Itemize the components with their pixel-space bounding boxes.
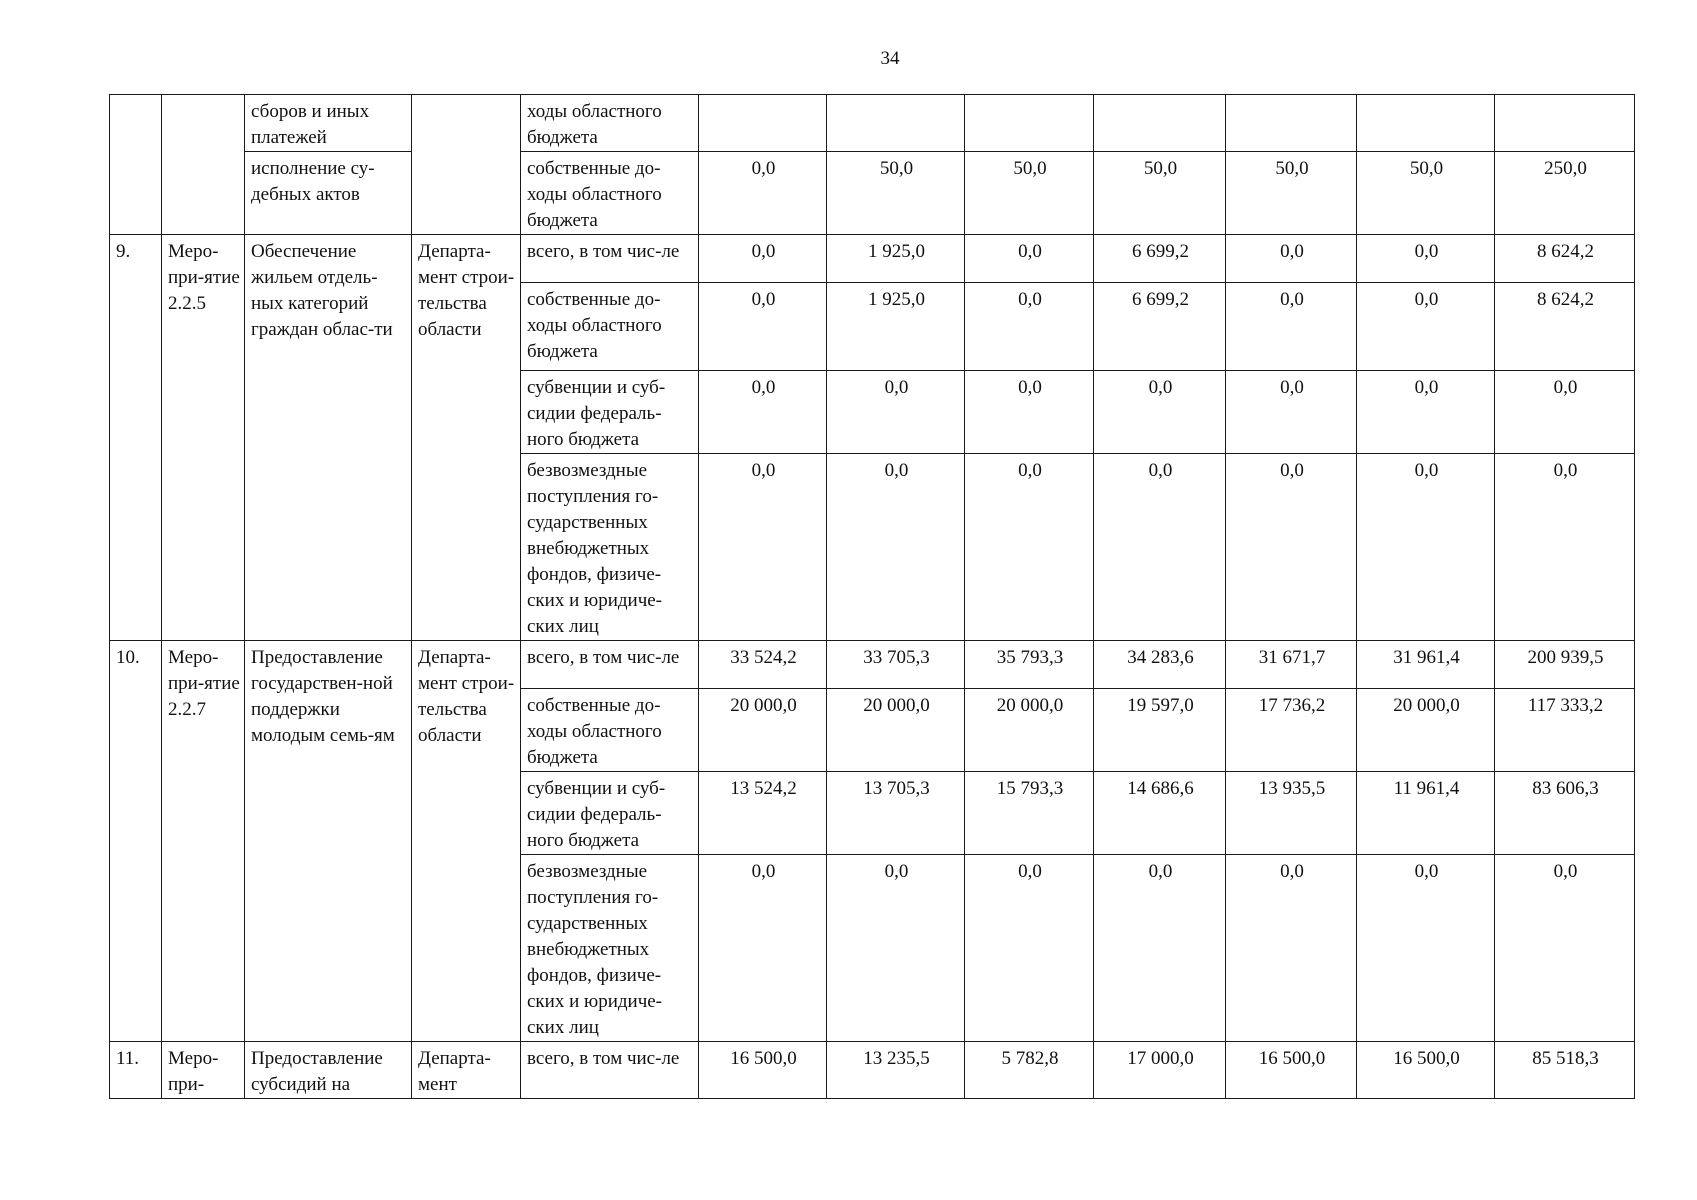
amount-cell: 0,0 — [699, 371, 827, 454]
amount-cell: 50,0 — [827, 152, 965, 235]
amount-cell: 14 686,6 — [1094, 772, 1226, 855]
text-cell: собственные до-ходы областного бюджета — [521, 152, 699, 235]
amount-cell: 11 961,4 — [1357, 772, 1495, 855]
amount-cell: 17 000,0 — [1094, 1042, 1226, 1099]
amount-cell: 33 524,2 — [699, 641, 827, 689]
text-cell — [110, 95, 162, 235]
table-row — [110, 1042, 1635, 1099]
amount-cell: 20 000,0 — [699, 689, 827, 772]
amount-cell: 31 961,4 — [1357, 641, 1495, 689]
amount-cell: 117 333,2 — [1495, 689, 1635, 772]
amount-cell: 250,0 — [1495, 152, 1635, 235]
amount-cell: 13 935,5 — [1226, 772, 1357, 855]
table-row — [110, 235, 1635, 283]
text-cell — [162, 95, 245, 235]
amount-cell: 0,0 — [1094, 454, 1226, 641]
text-cell: всего, в том чис-ле — [521, 235, 699, 283]
text-cell: ходы областного бюджета — [521, 95, 699, 152]
amount-cell: 31 671,7 — [1226, 641, 1357, 689]
amount-cell: 35 793,3 — [965, 641, 1094, 689]
amount-cell: 0,0 — [1357, 235, 1495, 283]
amount-cell: 50,0 — [1226, 152, 1357, 235]
amount-cell: 34 283,6 — [1094, 641, 1226, 689]
amount-cell: 16 500,0 — [1357, 1042, 1495, 1099]
table-row — [110, 641, 1635, 689]
amount-cell: 13 705,3 — [827, 772, 965, 855]
text-cell: Департа-мент строи-тельства области — [412, 235, 521, 641]
amount-cell — [1094, 95, 1226, 152]
amount-cell: 0,0 — [1357, 371, 1495, 454]
text-cell: Меро-при-ятие 2.2.7 — [162, 641, 245, 1042]
text-cell: 11. — [110, 1042, 162, 1099]
text-cell: субвенции и суб-сидии федераль-ного бюджета — [521, 371, 699, 454]
amount-cell: 200 939,5 — [1495, 641, 1635, 689]
amount-cell: 17 736,2 — [1226, 689, 1357, 772]
amount-cell: 83 606,3 — [1495, 772, 1635, 855]
table-row — [110, 152, 1635, 235]
amount-cell: 20 000,0 — [965, 689, 1094, 772]
amount-cell: 0,0 — [965, 283, 1094, 371]
amount-cell — [1495, 95, 1635, 152]
text-cell: Департа-мент — [412, 1042, 521, 1099]
amount-cell: 0,0 — [827, 855, 965, 1042]
amount-cell: 85 518,3 — [1495, 1042, 1635, 1099]
amount-cell: 16 500,0 — [1226, 1042, 1357, 1099]
amount-cell: 15 793,3 — [965, 772, 1094, 855]
amount-cell: 0,0 — [1094, 371, 1226, 454]
amount-cell: 0,0 — [965, 454, 1094, 641]
amount-cell: 0,0 — [699, 855, 827, 1042]
text-cell: исполнение су-дебных актов — [245, 152, 412, 235]
amount-cell: 0,0 — [1357, 283, 1495, 371]
amount-cell: 20 000,0 — [827, 689, 965, 772]
text-cell: сборов и иных платежей — [245, 95, 412, 152]
amount-cell: 33 705,3 — [827, 641, 965, 689]
amount-cell: 0,0 — [965, 371, 1094, 454]
text-cell: Меро-при- — [162, 1042, 245, 1099]
text-cell: субвенции и суб-сидии федераль-ного бюджета — [521, 772, 699, 855]
text-cell: Обеспечение жильем отдель-ных категорий граждан облас-ти — [245, 235, 412, 641]
amount-cell — [827, 95, 965, 152]
budget-table — [109, 94, 1635, 1099]
amount-cell: 0,0 — [1226, 454, 1357, 641]
amount-cell: 0,0 — [965, 235, 1094, 283]
amount-cell — [1357, 95, 1495, 152]
amount-cell: 50,0 — [1094, 152, 1226, 235]
amount-cell: 13 524,2 — [699, 772, 827, 855]
amount-cell: 13 235,5 — [827, 1042, 965, 1099]
amount-cell: 0,0 — [1226, 235, 1357, 283]
amount-cell: 0,0 — [1495, 371, 1635, 454]
amount-cell: 20 000,0 — [1357, 689, 1495, 772]
text-cell: собственные до-ходы областного бюджета — [521, 689, 699, 772]
text-cell: Департа-мент строи-тельства области — [412, 641, 521, 1042]
amount-cell: 1 925,0 — [827, 283, 965, 371]
table-row — [110, 95, 1635, 152]
amount-cell — [699, 95, 827, 152]
amount-cell: 8 624,2 — [1495, 283, 1635, 371]
amount-cell: 0,0 — [1495, 855, 1635, 1042]
amount-cell: 19 597,0 — [1094, 689, 1226, 772]
table-body — [110, 95, 1635, 1099]
amount-cell: 16 500,0 — [699, 1042, 827, 1099]
amount-cell: 0,0 — [699, 454, 827, 641]
text-cell: всего, в том чис-ле — [521, 1042, 699, 1099]
amount-cell: 0,0 — [827, 371, 965, 454]
amount-cell: 0,0 — [699, 152, 827, 235]
text-cell: 9. — [110, 235, 162, 641]
amount-cell: 0,0 — [1226, 371, 1357, 454]
text-cell: безвозмездные поступления го-сударственных внебюджетных фондов, физиче-ских и юридиче-ских лиц — [521, 454, 699, 641]
amount-cell: 5 782,8 — [965, 1042, 1094, 1099]
amount-cell: 6 699,2 — [1094, 283, 1226, 371]
amount-cell: 0,0 — [699, 283, 827, 371]
amount-cell: 0,0 — [1226, 283, 1357, 371]
amount-cell: 0,0 — [827, 454, 965, 641]
amount-cell: 0,0 — [965, 855, 1094, 1042]
text-cell: Предоставление субсидий на — [245, 1042, 412, 1099]
text-cell: Меро-при-ятие 2.2.5 — [162, 235, 245, 641]
amount-cell: 0,0 — [1094, 855, 1226, 1042]
text-cell — [412, 95, 521, 235]
text-cell: всего, в том чис-ле — [521, 641, 699, 689]
text-cell: безвозмездные поступления го-сударственных внебюджетных фондов, физиче-ских и юридиче-ских лиц — [521, 855, 699, 1042]
amount-cell: 1 925,0 — [827, 235, 965, 283]
amount-cell — [1226, 95, 1357, 152]
amount-cell: 0,0 — [1226, 855, 1357, 1042]
text-cell: Предоставление государствен-ной поддержки молодым семь-ям — [245, 641, 412, 1042]
text-cell: собственные до-ходы областного бюджета — [521, 283, 699, 371]
text-cell: 10. — [110, 641, 162, 1042]
amount-cell — [965, 95, 1094, 152]
amount-cell: 0,0 — [1357, 454, 1495, 641]
page-number: 34 — [880, 48, 900, 69]
amount-cell: 0,0 — [699, 235, 827, 283]
amount-cell: 6 699,2 — [1094, 235, 1226, 283]
amount-cell: 0,0 — [1495, 454, 1635, 641]
amount-cell: 8 624,2 — [1495, 235, 1635, 283]
amount-cell: 50,0 — [965, 152, 1094, 235]
amount-cell: 50,0 — [1357, 152, 1495, 235]
amount-cell: 0,0 — [1357, 855, 1495, 1042]
